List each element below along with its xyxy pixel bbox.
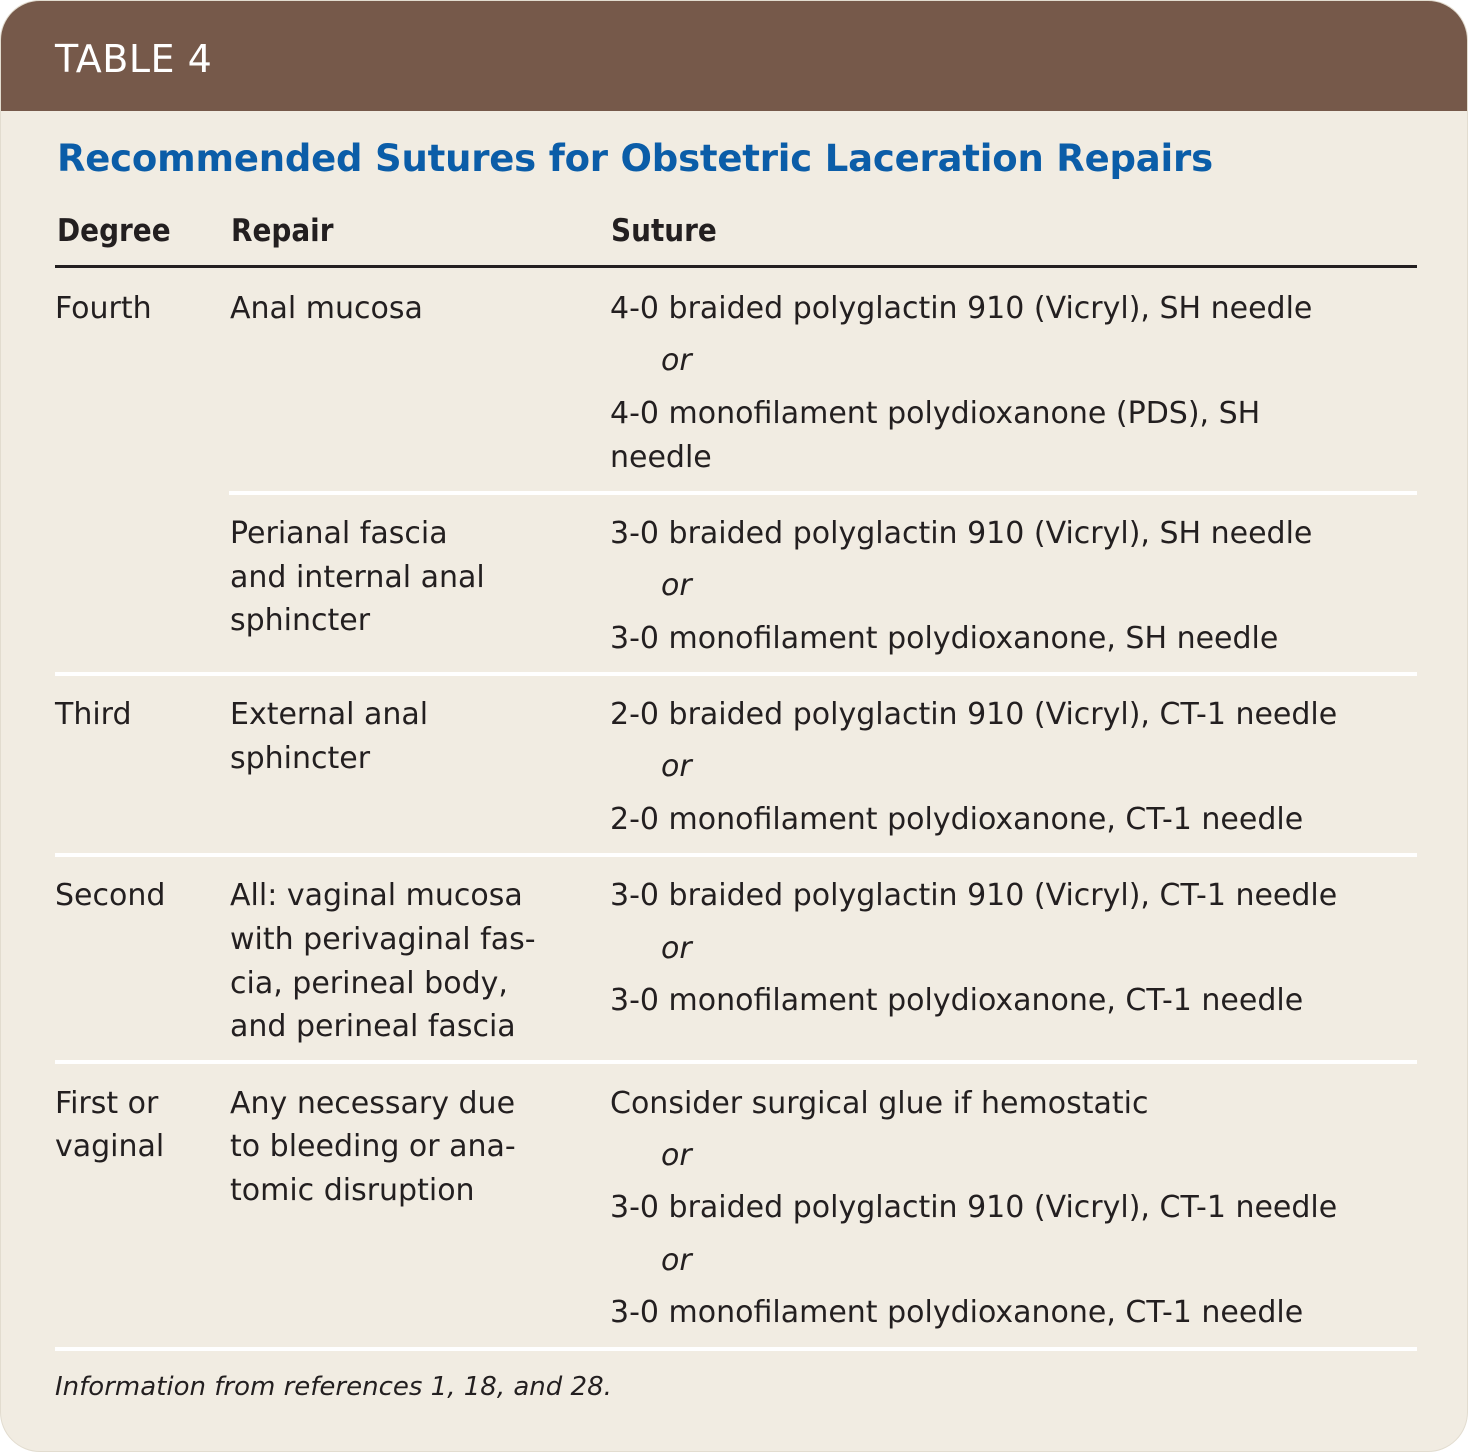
- cell-repair: with perivaginal fas-: [230, 922, 536, 957]
- cell-repair: cia, perineal body,: [230, 966, 508, 1001]
- cell-suture: 3-0 monofilament polydioxanone, CT-1 needle: [610, 1295, 1304, 1330]
- cell-repair: Anal mucosa: [230, 291, 423, 326]
- cell-repair: and perineal fascia: [230, 1009, 516, 1044]
- row-separator: [55, 1347, 1417, 1351]
- cell-repair: Perianal fascia: [230, 516, 448, 551]
- cell-suture: Consider surgical glue if hemostatic: [610, 1086, 1149, 1121]
- cell-suture: needle: [610, 440, 712, 475]
- row-separator: [55, 1060, 1417, 1064]
- column-header-suture: Suture: [611, 213, 717, 249]
- header-rule: [55, 265, 1417, 268]
- row-separator: [55, 672, 1417, 676]
- cell-repair: sphincter: [230, 741, 371, 776]
- column-header-degree: Degree: [57, 213, 171, 249]
- cell-repair: Any necessary due: [230, 1086, 516, 1121]
- cell-suture-or: or: [661, 343, 692, 378]
- table-label: TABLE 4: [55, 37, 213, 81]
- cell-degree: First or: [55, 1086, 159, 1121]
- cell-suture: 2-0 monofilament polydioxanone, CT-1 needle: [610, 802, 1304, 837]
- cell-degree: Fourth: [55, 291, 152, 326]
- cell-suture: 3-0 braided polyglactin 910 (Vicryl), CT-1 needle: [610, 1190, 1338, 1225]
- cell-repair: sphincter: [230, 603, 371, 638]
- table-footnote: Information from references 1, 18, and 28.: [55, 1372, 612, 1402]
- cell-suture-or: or: [661, 1243, 692, 1278]
- cell-suture-or: or: [661, 1138, 692, 1173]
- cell-suture: 2-0 braided polyglactin 910 (Vicryl), CT-1 needle: [610, 697, 1338, 732]
- cell-repair: All: vaginal mucosa: [230, 878, 523, 913]
- cell-suture: 4-0 monofilament polydioxanone (PDS), SH: [610, 396, 1261, 431]
- cell-suture: 3-0 monofilament polydioxanone, SH needle: [610, 621, 1279, 656]
- table-title: Recommended Sutures for Obstetric Laceration Repairs: [57, 137, 1213, 180]
- row-separator: [55, 853, 1417, 857]
- cell-degree: Second: [55, 878, 166, 913]
- cell-repair: External anal: [230, 697, 429, 732]
- cell-suture: 3-0 monofilament polydioxanone, CT-1 needle: [610, 983, 1304, 1018]
- cell-repair: tomic disruption: [230, 1173, 475, 1208]
- row-separator: [229, 491, 1417, 495]
- column-header-repair: Repair: [231, 213, 334, 249]
- cell-suture-or: or: [661, 749, 692, 784]
- table-header-band: [1, 1, 1467, 111]
- cell-suture-or: or: [661, 568, 692, 603]
- cell-degree: vaginal: [55, 1129, 165, 1164]
- cell-repair: to bleeding or ana-: [230, 1129, 516, 1164]
- cell-suture: 4-0 braided polyglactin 910 (Vicryl), SH needle: [610, 291, 1313, 326]
- cell-degree: Third: [55, 697, 132, 732]
- cell-suture: 3-0 braided polyglactin 910 (Vicryl), CT-1 needle: [610, 878, 1338, 913]
- cell-repair: and internal anal: [230, 560, 485, 595]
- cell-suture: 3-0 braided polyglactin 910 (Vicryl), SH needle: [610, 516, 1313, 551]
- cell-suture-or: or: [661, 931, 692, 966]
